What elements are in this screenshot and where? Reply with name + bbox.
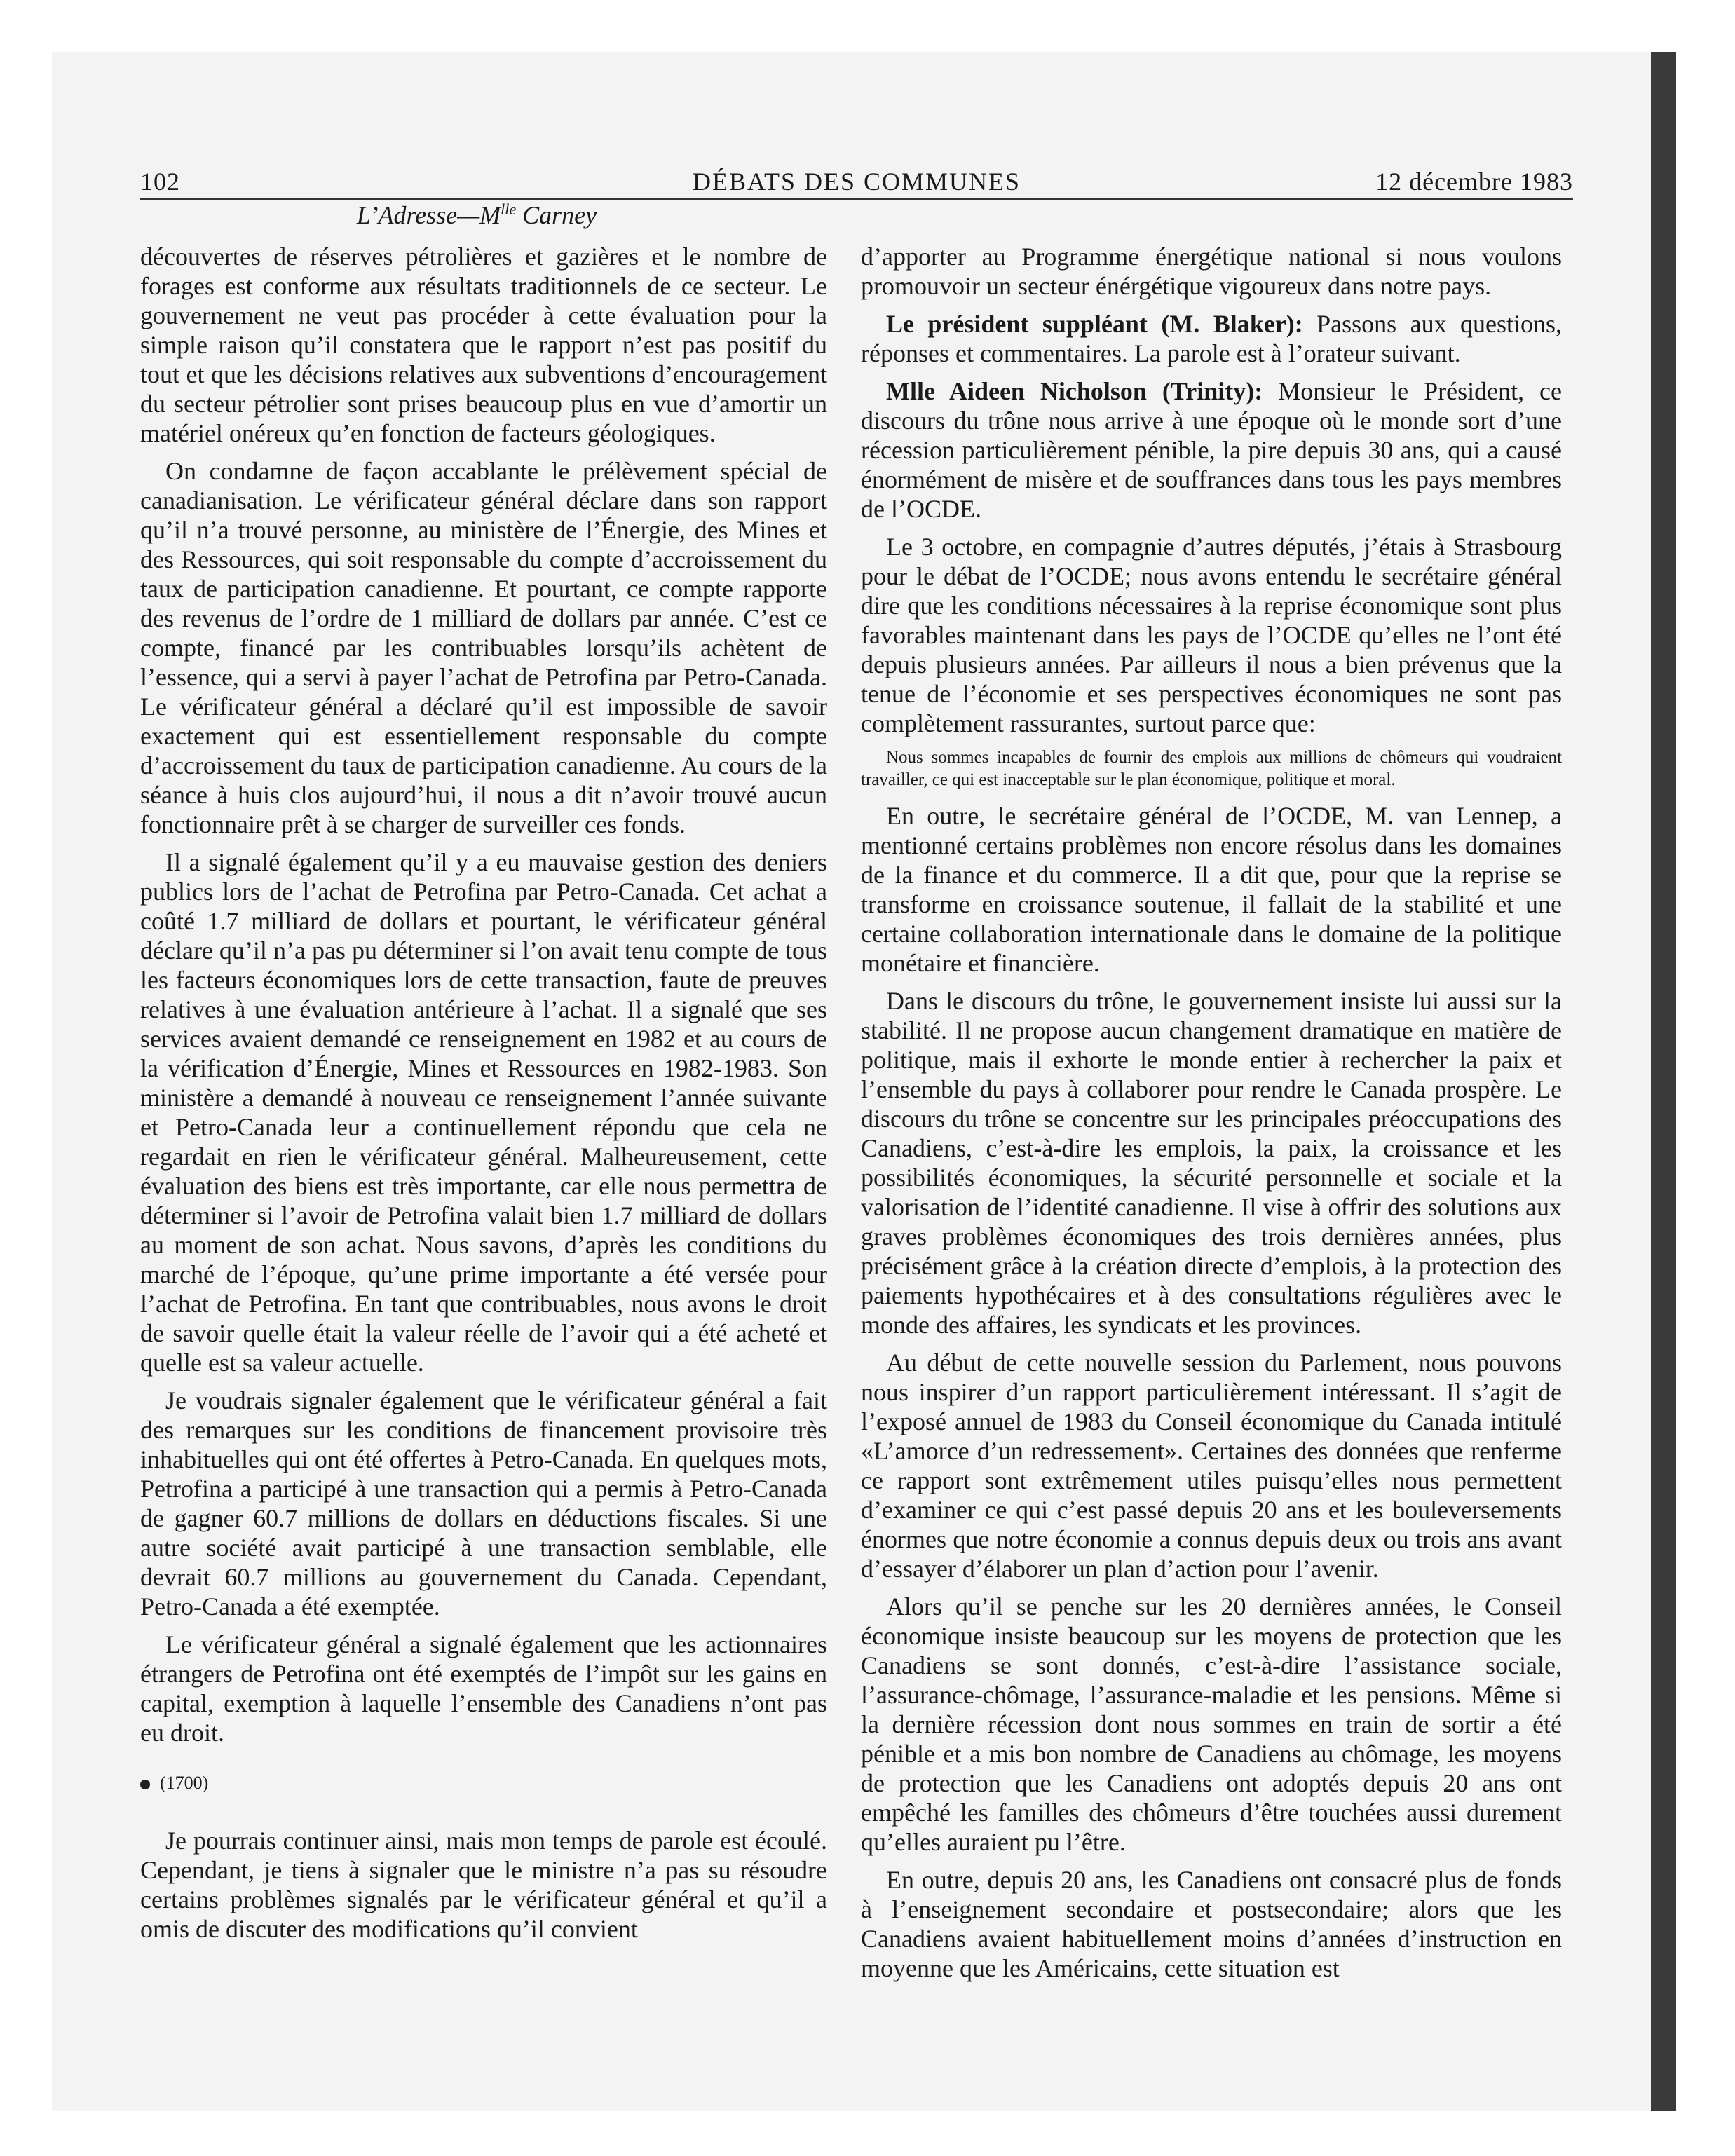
running-head-prefix: L’Adresse—M: [356, 201, 501, 229]
time-marker: [140, 1768, 827, 1798]
block-quote: Nous sommes incapables de fournir des emplois aux millions de chômeurs qui voudraient travailler, ce qui est inacceptable sur le plan économique, politique et moral.: [861, 748, 1562, 789]
time-marker-label: (1700): [160, 1773, 209, 1793]
paragraph: Je pourrais continuer ainsi, mais mon temps de parole est écoulé. Cependant, je tiens à signaler que le ministre n’a pas su résoudre certains problèmes signalés par le vérificateur général et qu’il a omis de discuter des modifications qu’il convient: [140, 1827, 827, 1943]
running-head: [140, 200, 813, 230]
paragraph: Dans le discours du trône, le gouvernement insiste lui aussi sur la stabilité. Il ne propose aucun changement dramatique en matière de politique, mais il exhorte le monde entier à rechercher la paix et l’ensemble du pays à collaborer pour rendre le Canada prospère. Le discours du trône se concentre sur les principales préoccupations des Canadiens, c’est-à-dire les emplois, la paix, la croissance et les possibilités économiques, la sécurité personnelle et sociale et la valorisation de l’identité canadienne. Il vise à offrir des solutions aux graves problèmes économiques des trois dernières années, plus précisément grâce à la création directe d’emplois, à la protection des paiements hypothécaires et à des consultations régulières avec le monde des affaires, les syndicats et les provinces.: [861, 987, 1562, 1339]
page-number: 102: [140, 168, 180, 196]
running-head-sup: lle: [501, 200, 517, 218]
paragraph: découvertes de réserves pétrolières et gazières et le nombre de forages est conforme aux résultats traditionnels de ce secteur. Le gouvernement ne veut pas procéder à cette évaluation pour la simple raison qu’il constatera que le rapport n’est pas positif du tout et que les décisions relatives aux subventions d’encouragement du secteur pétrolier sont prises beaucoup plus en vue d’amortir un matériel onéreux qu’en fonction de facteurs géologiques.: [140, 243, 827, 447]
page-date: 12 décembre 1983: [1375, 168, 1573, 196]
page-header: [140, 160, 1573, 200]
paragraph: Il a signalé également qu’il y a eu mauvaise gestion des deniers publics lors de l’achat de Petrofina par Petro-Canada. Cet achat a coûté 1.7 milliard de dollars et pourtant, le vérificateur général déclare qu’il n’a pas pu déterminer si l’on avait tenu compte de tous les facteurs économiques lors de cette transaction, faute de preuves relatives à une évaluation antérieure à l’achat. Il a signalé que ses services avaient demandé ce renseignement en 1982 et au cours de la vérification d’Énergie, Mines et Ressources en 1982-1983. Son ministère a demandé à nouveau ce renseignement l’année suivante et Petro-Canada leur a continuellement répondu que cela ne regardait en rien le vérificateur général. Malheureusement, cette évaluation des biens est très importante, car elle nous permettra de déterminer si l’avoir de Petrofina valait bien 1.7 milliard de dollars au moment de son achat. Nous savons, d’après les conditions du marché de l’époque, qu’une prime importante a été versée pour l’achat de Petrofina. En tant que contribuables, nous avons le droit de savoir quelle était la valeur réelle de l’avoir qui a été acheté et quelle est sa valeur actuelle.: [140, 848, 827, 1377]
scan-edge: [1651, 52, 1676, 2111]
paragraph: Le 3 octobre, en compagnie d’autres députés, j’étais à Strasbourg pour le débat de l’OCDE; nous avons entendu le secrétaire général dire que les conditions nécessaires à la reprise économique sont plus favorables maintenant dans les pays de l’OCDE qu’elles ne l’ont été depuis plusieurs années. Par ailleurs il nous a bien prévenus que la tenue de l’économie et ses perspectives économiques ne sont pas complètement rassurantes, surtout parce que:: [861, 533, 1562, 737]
left-column: [140, 242, 827, 1952]
speech-text: Passons aux questions, réponses et commentaires. La parole est à l’orateur suivant.: [861, 310, 1562, 367]
bullet-icon: [140, 1780, 150, 1789]
right-column: [861, 242, 1562, 1991]
paragraph: Au début de cette nouvelle session du Parlement, nous pouvons nous inspirer d’un rapport particulièrement intéressant. Il s’agit de l’exposé annuel de 1983 du Conseil économique du Canada intitulé «L’amorce d’un redressement». Certaines des données que renferme ce rapport sont extrêmement utiles puisqu’elles nous permettent d’examiner ce qui c’est passé depuis 20 ans et les bouleversements énormes que notre économie a connus depuis deux ou trois ans avant d’essayer d’élaborer un plan d’action pour l’avenir.: [861, 1349, 1562, 1583]
paragraph: On condamne de façon accablante le prélèvement spécial de canadianisation. Le vérificateur général déclare dans son rapport qu’il n’a trouvé personne, au ministère de l’Énergie, des Mines et des Ressources, qui soit responsable du compte d’accroissement du taux de participation canadienne. Et pourtant, ce compte rapporte des revenus de l’ordre de 1 milliard de dollars par année. C’est ce compte, financé par les contribuables lorsqu’ils achètent de l’essence, qui a servi à payer l’achat de Petrofina par Petro-Canada. Le vérificateur général a déclaré qu’il est impossible de savoir exactement qui est essentiellement responsable du compte d’accroissement du taux de participation canadienne. Au cours de la séance à huis clos aujourd’hui, il nous a dit n’avoir trouvé aucun fonctionnaire prêt à se charger de surveiller ces fonds.: [140, 457, 827, 838]
speaker-name: Le président suppléant (M. Blaker):: [886, 310, 1303, 338]
publication-title: DÉBATS DES COMMUNES: [692, 168, 1021, 196]
speaker-name: Mlle Aideen Nicholson (Trinity):: [886, 377, 1263, 405]
speaker-paragraph: [861, 376, 1562, 524]
paragraph: Je voudrais signaler également que le vérificateur général a fait des remarques sur les conditions de financement provisoire très inhabituelles qui ont été offertes à Petro-Canada. En quelques mots, Petrofina a participé à une transaction qui a permis à Petro-Canada de gagner 60.7 millions de dollars en déductions fiscales. Si une autre société avait participé à une transaction semblable, elle devrait 60.7 millions au gouvernement du Canada. Cependant, Petro-Canada a été exemptée.: [140, 1386, 827, 1621]
speaker-paragraph: [861, 309, 1562, 368]
paragraph: d’apporter au Programme énergétique national si nous voulons promouvoir un secteur énérgétique vigoureux dans notre pays.: [861, 243, 1562, 300]
paragraph: Le vérificateur général a signalé également que les actionnaires étrangers de Petrofina ont été exemptés de l’impôt sur les gains en capital, exemption à laquelle l’ensemble des Canadiens n’ont pas eu droit.: [140, 1630, 827, 1747]
paragraph: En outre, le secrétaire général de l’OCDE, M. van Lennep, a mentionné certains problèmes non encore résolus dans les domaines de la finance et du commerce. Il a dit que, pour que la reprise se transforme en croissance soutenue, il fallait de la stabilité et une certaine collaboration internationale dans le domaine de la politique monétaire et financière.: [861, 802, 1562, 977]
speech-text: Monsieur le Président, ce discours du trône nous arrive à une époque où le monde sort d’une récession particulièrement pénible, la pire depuis 30 ans, qui a causé énormément de misère et de souffrances dans tous les pays membres de l’OCDE.: [861, 377, 1562, 523]
running-head-suffix: Carney: [516, 201, 597, 229]
paragraph: En outre, depuis 20 ans, les Canadiens ont consacré plus de fonds à l’enseignement secondaire et postsecondaire; alors que les Canadiens avaient habituellement moins d’années d’instruction en moyenne que les Américains, cette situation est: [861, 1866, 1562, 1982]
paragraph: Alors qu’il se penche sur les 20 dernières années, le Conseil économique insiste beaucoup sur les moyens de protection que les Canadiens se sont donnés, c’est-à-dire l’assistance sociale, l’assurance-chômage, l’assurance-maladie et les pensions. Même si la dernière récession dont nous sommes en train de sortir a été pénible et a mis bon nombre de Canadiens au chômage, les moyens de protection que les Canadiens ont adoptés depuis 20 ans ont empêché les familles des chômeurs d’être touchées aussi durement qu’elles auraient pu l’être.: [861, 1592, 1562, 1856]
